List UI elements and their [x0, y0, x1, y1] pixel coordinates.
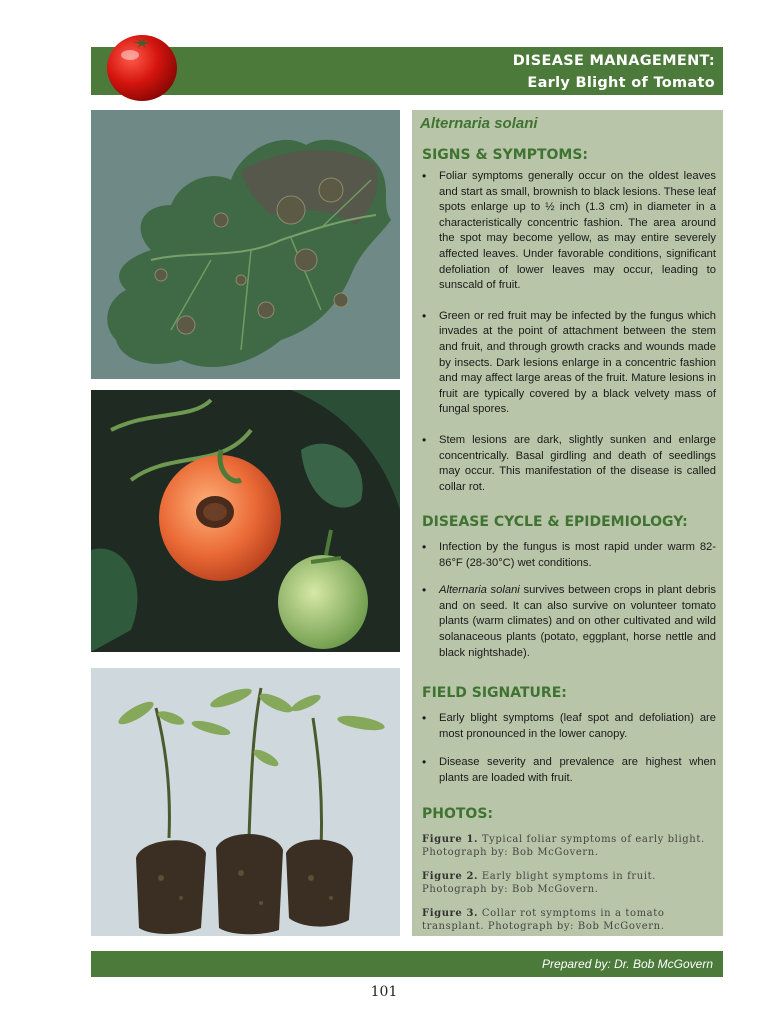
field-heading: FIELD SIGNATURE: [422, 685, 567, 701]
signs-list [420, 169, 716, 495]
signs-heading: SIGNS & SYMPTOMS: [422, 147, 589, 163]
list-item: • Infection by the fungus is most rapid under warm 82-86°F (28-30°C) wet conditions. [420, 540, 716, 571]
info-panel [412, 110, 723, 936]
list-item: • Green or red fruit may be infected by the fungus which invades at the point of attachment between the stem and fruit, and through growth cracks and wounds made by insects. Dark lesions enlarge in a concentric fashion and may affect large areas of the fruit. Mature lesions in fruit are typically covered by a black velvety mass of fungal spores. [420, 309, 716, 418]
photo-foliar-symptoms [91, 110, 400, 379]
footer-bar [91, 951, 723, 977]
photo-fruit-symptoms [91, 390, 400, 652]
caption-figure-1: Figure 1. Typical foliar symptoms of early blight. Photograph by: Bob McGovern. [422, 834, 705, 858]
list-item: • Stem lesions are dark, slightly sunken and enlarge concentrically. Basal girdling and death of seedlings may occur. This manifestation of the disease is called collar rot. [420, 433, 716, 495]
list-item: • Foliar symptoms generally occur on the oldest leaves and start as small, brownish to black lesions. These leaf spots enlarge up to ½ inch (1.3 cm) in diameter in a characteristically concentric fashion. The area around the spot may become yellow, as may entire severely affected leaves. Under favorable conditions, significant defoliation of lower leaves may occur, leading to sunscald of fruit. [420, 169, 716, 294]
header-bar [91, 47, 723, 95]
tomato-logo-icon [104, 31, 180, 103]
caption-figure-2: Figure 2. Early blight symptoms in fruit. Photograph by: Bob McGovern. [422, 871, 657, 895]
cycle-list [420, 540, 716, 661]
field-list [420, 711, 716, 786]
caption-figure-3: Figure 3. Collar rot symptoms in a tomato transplant. Photograph by: Bob McGovern. [422, 908, 665, 932]
header-title-line1: DISEASE MANAGEMENT: [512, 53, 715, 69]
photos-heading: PHOTOS: [422, 806, 494, 822]
list-item [420, 583, 716, 661]
prepared-by: Prepared by: Dr. Bob McGovern [542, 957, 713, 971]
species-name: Alternaria solani [420, 115, 538, 132]
list-item: • Early blight symptoms (leaf spot and defoliation) are most pronounced in the lower canopy. [420, 711, 716, 742]
species-inline: Alternaria solani [439, 584, 520, 597]
header-title-line2: Early Blight of Tomato [527, 75, 715, 91]
page-number: 101 [370, 984, 398, 1000]
cycle-heading: DISEASE CYCLE & EPIDEMIOLOGY: [422, 514, 688, 530]
photo-collar-rot [91, 668, 400, 936]
list-item: • Disease severity and prevalence are highest when plants are loaded with fruit. [420, 755, 716, 786]
list-item-text: survives between crops in plant debris and on seed. It can also survive on volunteer tomato plants (warm climates) and on other cultivated and wild solanaceous plants (potato, eggplant, horse nettle and black nightshade). [439, 584, 716, 659]
